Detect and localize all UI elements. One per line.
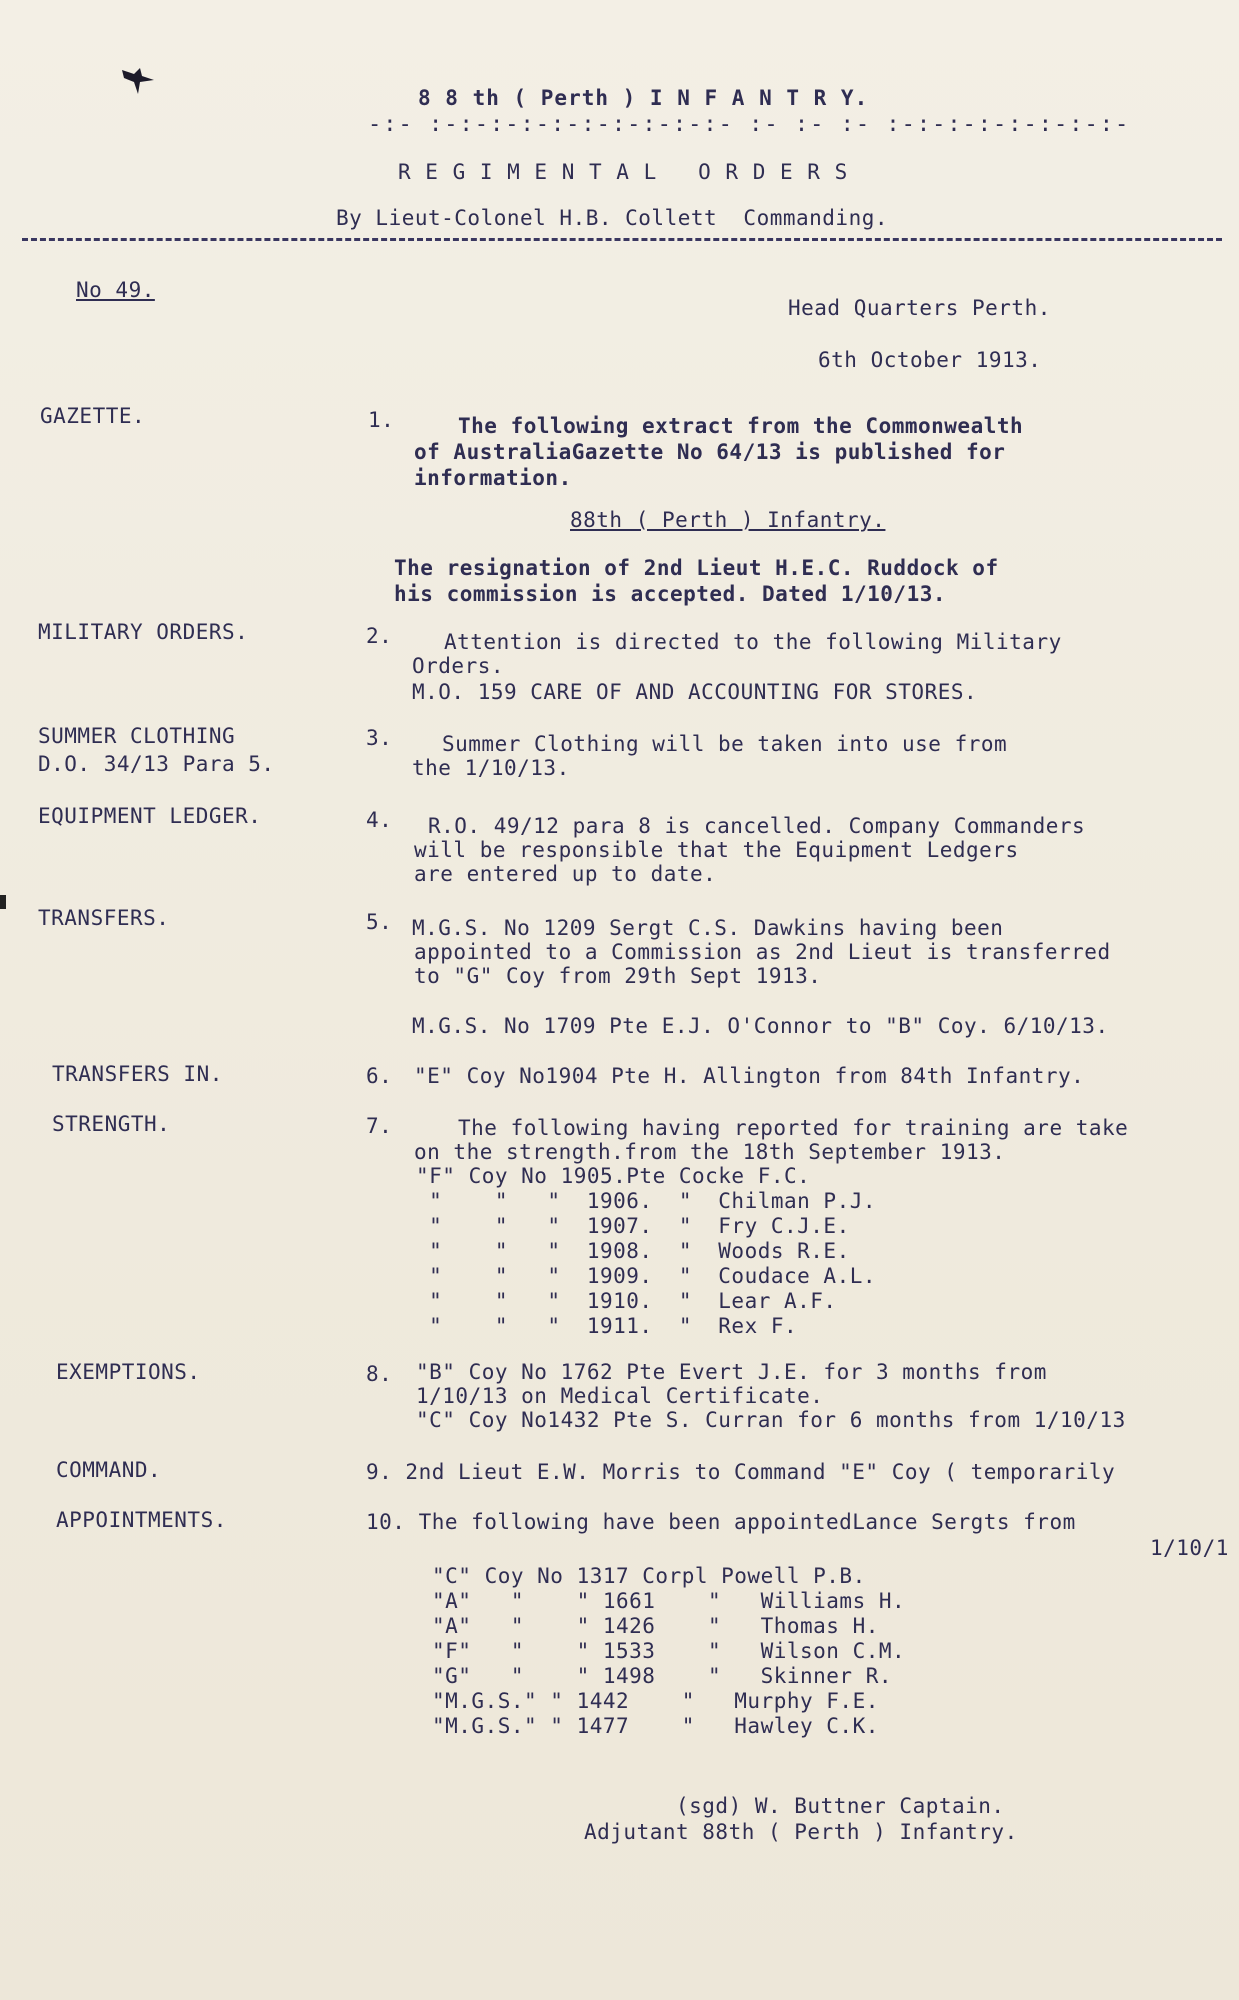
section-heading-transfers: TRANSFERS. [38,906,170,930]
strength-row: " " " 1909. " Coudace A.L. [416,1264,877,1288]
item-number-8: 8. [366,1362,393,1386]
document-title: R E G I M E N T A L O R D E R S [398,160,849,184]
strength-line-1: The following having reported for training are take [458,1116,1129,1140]
equipment-ledger-line-3: are entered up to date. [414,862,717,886]
appointments-line-1: 10. The following have been appointedLance Sergts from [366,1510,1076,1534]
item-number-3: 3. [366,726,393,750]
transfers-line-1: M.G.S. No 1209 Sergt C.S. Dawkins having been [412,916,1004,940]
order-date: 6th October 1913. [818,348,1042,372]
military-orders-line-1: Attention is directed to the following Military [444,630,1062,654]
ink-blot-mark [120,66,156,96]
command-line-1: 9. 2nd Lieut E.W. Morris to Command "E" Coy ( temporarily [366,1460,1116,1484]
edge-mark [0,895,6,909]
place: Head Quarters Perth. [788,296,1051,320]
section-heading-summer-clothing: SUMMER CLOTHING [38,724,236,748]
section-heading-military-orders: MILITARY ORDERS. [38,620,249,644]
appointment-row: "M.G.S." " 1477 " Hawley C.K. [432,1714,879,1738]
strength-row: " " " 1910. " Lear A.F. [416,1289,837,1313]
section-heading-gazette: GAZETTE. [40,404,146,428]
section-heading-strength: STRENGTH. [52,1112,171,1136]
section-heading-transfers-in: TRANSFERS IN. [52,1062,223,1086]
section-heading-command: COMMAND. [56,1458,162,1482]
section-heading-appointments: APPOINTMENTS. [56,1508,227,1532]
exemptions-line-3: "C" Coy No1432 Pte S. Curran for 6 months from 1/10/13 [416,1408,1126,1432]
gazette-line-3: information. [414,466,572,490]
transfers-line-2: appointed to a Commission as 2nd Lieut is transferred [414,940,1111,964]
by-line: By Lieut-Colonel H.B. Collett Commanding. [336,206,889,230]
military-orders-line-2: Orders. [412,654,505,678]
strength-row: " " " 1911. " Rex F. [416,1314,798,1338]
section-heading-equipment-ledger: EQUIPMENT LEDGER. [38,804,262,828]
strength-row: " " " 1907. " Fry C.J.E. [416,1214,850,1238]
exemptions-line-1: "B" Coy No 1762 Pte Evert J.E. for 3 months from [416,1360,1047,1384]
item-number-1: 1. [368,408,395,432]
military-orders-line-3: M.O. 159 CARE OF AND ACCOUNTING FOR STORES. [412,680,978,704]
item-number-4: 4. [366,808,393,832]
unit-heading: 8 8 th ( Perth ) I N F A N T R Y. [418,86,869,110]
appointment-row: "M.G.S." " 1442 " Murphy F.E. [432,1689,879,1713]
item-number-6: 6. [366,1064,393,1088]
gazette-line-5: his commission is accepted. Dated 1/10/13. [394,582,947,606]
strength-row: " " " 1908. " Woods R.E. [416,1239,850,1263]
summer-clothing-line-1: Summer Clothing will be taken into use from [442,732,1008,756]
strength-row: " " " 1906. " Chilman P.J. [416,1189,877,1213]
header-decoration: -:- :-:-:-:-:-:-:-:-:-:- :- :- :- :-:-:-:-:-:-:-:- [368,112,1131,137]
appointment-row: "A" " " 1661 " Williams H. [432,1589,906,1613]
transfers-line-3: to "G" Coy from 29th Sept 1913. [414,964,822,988]
section-heading-exemptions: EXEMPTIONS. [56,1360,201,1384]
order-number: No 49. [76,278,155,302]
appointments-line-2: 1/10/1 [1150,1536,1229,1560]
summer-clothing-line-2: the 1/10/13. [412,756,570,780]
item-number-5: 5. [366,910,393,934]
item-number-2: 2. [366,624,393,648]
appointment-row: "A" " " 1426 " Thomas H. [432,1614,879,1638]
appointment-row: "G" " " 1498 " Skinner R. [432,1664,893,1688]
appointment-row: "C" Coy No 1317 Corpl Powell P.B. [432,1564,866,1588]
signature-line-1: (sgd) W. Buttner Captain. [676,1794,1005,1818]
equipment-ledger-line-2: will be responsible that the Equipment Ledgers [414,838,1019,862]
gazette-line-1: The following extract from the Commonwealth [458,414,1024,438]
equipment-ledger-line-1: R.O. 49/12 para 8 is cancelled. Company Commanders [428,814,1086,838]
header-divider [22,238,1222,241]
gazette-line-4: The resignation of 2nd Lieut H.E.C. Ruddock of [394,556,999,580]
gazette-line-2: of AustraliaGazette No 64/13 is published for [414,440,1006,464]
appointment-row: "F" " " 1533 " Wilson C.M. [432,1639,906,1663]
transfers-in-line-1: "E" Coy No1904 Pte H. Allington from 84th Infantry. [414,1064,1085,1088]
strength-line-2: on the strength.from the 18th September 1913. [414,1140,1006,1164]
gazette-sub-heading: 88th ( Perth ) Infantry. [570,508,886,532]
section-subheading-summer-clothing: D.O. 34/13 Para 5. [38,752,275,776]
transfers-line-4: M.G.S. No 1709 Pte E.J. O'Connor to "B" Coy. 6/10/13. [412,1014,1109,1038]
signature-line-2: Adjutant 88th ( Perth ) Infantry. [584,1820,1018,1844]
exemptions-line-2: 1/10/13 on Medical Certificate. [416,1384,824,1408]
item-number-7: 7. [366,1114,393,1138]
strength-row: "F" Coy No 1905.Pte Cocke F.C. [416,1164,811,1188]
